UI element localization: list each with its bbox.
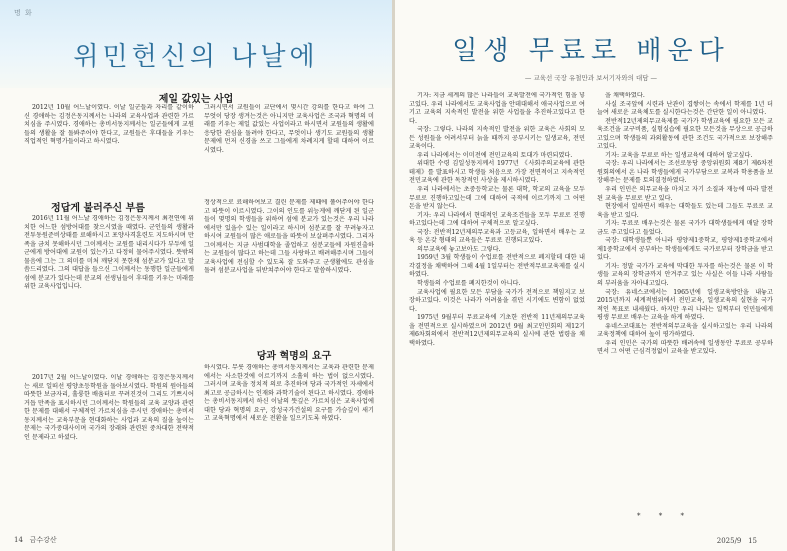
paragraph: 2016년 11월 어느날 경애하는 김정은동지께서 최전연에 위치한 어느한 섬방어대를 찾으시였을 때였다. 군인들의 생활과 전투동원준비상태를 료해하시고 포양사격훈련도 지도하시며 만족을 금치 못해하시던 그이께서는 교원를 내리시다가 부두에 일군에게 방어대에 교원이 있는가고 다정히 물어주시였다. 뜻밖의 물음에 그는 그 의미를 미처 깨닫지 못한채 섬분교가 있다고 말씀드리였다. 그의 대답을 들으신 그이께서는 동행한 일군들에게 섬에 분교가 있다는데 분교의 선생님들이 후대를 키우는 미래를 위한 교육사업입니다. [24,215,194,291]
paragraph: 1959년 3월 학생들이 수업료를 전반적으로 폐지할데 대한 내각결정을 채택하여 그해 4월 1일부터는 전반적무료교육제를 실시하였다. [409,254,585,279]
folio-right [717,537,757,545]
paragraph: 기자: 우리 나라에서 현대적인 교육조건들을 모두 무료로 진행하고있다는데 그에 대하여 구체적으로 알고싶다. [409,211,585,228]
interview-subtitle: — 교육선 국장 유철만과 보서기자와의 대담 — [524,74,658,82]
paragraph: 전반적12년제의무교육제를 국가가 학생교육에 필요한 모든 교육조건을 교구비품, 실험실습에 필요한 모든것을 무상으로 공급하고있으며 학생들의 과외활동에 관한 조건도 국가적으로 보장해주고있다. [597,117,773,151]
end-stars: * * * [637,512,692,520]
paragraph: 2012년 10월 어느날이였다. 이날 일군들과 자리를 같이하신 경애하는 김정은동지께서는 나라의 교육사업과 관련한 가르치심을 주시였다. 경애하는 총비서동지께서는 일군들에게 교원들의 생활을 잘 돌봐주어야 한다고, 교원들은 후대들을 키우는 직업적인 혁명가들이라고 하시였다. [24,104,194,146]
paragraph: 2017년 2월 어느날이였다. 이날 경애하는 김정은동지께서는 새로 일떠선 평양초등학원을 돌아보시였다. 학원의 원아들의 따뜻한 보금자리, 훌륭한 배움터로 꾸려진것이 그리도 기쁘시어 거듭 만족을 표시하시던 그이께서는 학원들의 교육 교양과 관련한 문제를 대해서 구체적인 가르치심을 주시던 경애하는 총비서동지께서는 교육부문을 현대화하는 사업과 교육의 질을 높이는 문제는 국가중대사이며 국가의 장래와 관련된 중차대한 전략적인 문제라고 하셨다. [24,374,194,441]
paragraph: 국장: 우리 나라에서는 조선로동당 중앙위원회 제8기 제6차전원회의에서 온 나라 학생들에게 국가부담으로 교복과 학용품을 보장해주는 문제를 토의결정하였다. [597,160,773,185]
title-banner [0,0,392,88]
paragraph: 학생들의 수업료를 폐지한것이 아니다. [417,280,521,288]
paragraph: 국장: 유네스코에서는 1965년에 일생교육방안을 내놓고 2015년까지 세계적범위에서 전민교육, 일생교육의 실현을 국가적인 목표로 내세웠다. 하지만 우리 나라는 일찍부터 인민들에게 평생 무료로 배우는 교육을 하게 하였다. [597,288,773,322]
paragraph: 우리 인민은 국가의 따뜻한 배려속에 일생동안 무료로 공부하면서 그 어떤 근심걱정없이 교육을 받고있다. [597,339,773,356]
right-col2 [597,92,773,508]
right-col1 [409,92,585,530]
paragraph: 기자: 지금 세계의 많은 나라들이 교육발전에 국가적인 힘을 넣고있다. 우리 나라에서도 교육사업을 안데대해서 애국사업으로 여기고 교육의 지속적인 발전을 위한 사업들을 추진하고있다고 한다. [409,92,585,125]
page-number: 15 [748,537,757,545]
paragraph: 하시였다. 무릇 경애하는 총비서동지께서는 교육과 관련한 문제에서는 사소한것에 이르기까지 소홀히 하는 법이 없으시였다. 그러시며 교육을 정치적 의로 추진하며 당과 국가적인 자세에서 최고로 공급하시는 인재와 과학기술이 된다고 하시였다. 경애하는 총비서동지께서 하신 이날의 뜻깊은 가르치심은 교육사업에 대한 당과 혁명의 요구, 강성국가건설의 요구를 가슴깊이 새기고 교육혁명에서 새로운 전환을 일으키도록 하였다. [204,364,374,423]
paragraph: 우리 인민은 의무교육을 마치고 자기 소질과 재능에 따라 발전된 교육을 무료로 받고 있다. [597,186,773,202]
left-col2-b [204,199,374,339]
article-title: 위민헌신의 나날에 [73,42,319,72]
paragraph: 국장: 그렇다. 나라의 지속적인 발전을 위한 교육은 사회의 모든 성원들을 어려서부터 늙을 때까지 공부시키는 일생교육, 전민교육이다. [409,126,585,151]
paragraph: 을 채택하였다. [605,92,645,99]
paragraph: 교육사업에 필요한 모든 부담을 국가가 전적으로 책임지고 보장하고있다. 이것은 나라가 어려움을 겪던 시기에도 변함이 없었다. [409,288,585,313]
left-col1-c [24,374,194,524]
left-col1-a [24,104,194,190]
left-col1-b [24,215,194,365]
paragraph: 기자: 무료로 배우는것은 물론 국가가 대학생들에게 매달 장학금도 주고있다고 들었다. [597,220,773,236]
left-page [0,0,392,551]
paragraph: 우리 나라에서는 이미전에 전민교육의 토대가 마련되였다. [417,151,573,159]
paragraph: 그러시면서 교원들이 교단에서 몇시간 강의를 한다고 하여 그 무엇이 당장 생겨는것은 아니지만 교육사업은 조국과 혁명의 미래를 키우는 제일 값있는 사업이라고 하시면서 교원들의 생활에 응당한 관심을 돌려야 한다고, 무엇이나 생기도 교원들의 생활문제에 먼저 신경을 쓰고 그들에게 차례지게 할데 대하여 이르시였다. [204,104,374,154]
paragraph: 국장: 전반적12년제의무교육과 고등교육, 일하면서 배우는 교육 등 온갖 형태의 교육들은 무료로 진행되고있다. [409,228,585,245]
right-page [395,0,787,551]
left-col2-a [204,104,374,190]
paragraph: 기자: 정말 국가가 교육에 막대한 투자를 하는것은 물론 이 학생들 교육의 장학금까지 안겨주고 있는 사실은 이들 나라 사람들의 부러움을 자아내고있다. [597,262,773,288]
paragraph: 1975년 9월부터 무료교육에 기초한 전반적 11년제의무교육을 전면적으로 실시하였으며 2012년 9월 최고인민회의 제12기 제6차회의에서 전반적12년제의무교육의 실시에 관한 법령을 채택하였다. [409,314,585,347]
paragraph: 현장에서 일하면서 배우는 대학들도 있는데 그들도 무료로 교육을 받고 있다. [597,203,773,219]
paragraph: 의무교육에 놓고보아도 그렇다. [417,245,501,253]
paragraph: 사실 조국앞에 시련과 난관이 겹쌓이는 속에서 학제를 1년 더 늘여 새로운 교육체도를 실시한다는것은 간단한 일이 아니였다. [597,100,773,117]
left-col2-c [204,364,374,524]
page-number: 14 [14,536,23,544]
heading-2: 정답게 불러주신 부름 [51,203,145,214]
paragraph: 유네스코대표는 전반적의무교육을 실시하고있는 우리 나라의 교육정책에 대하여 높이 평가하였다. [597,322,773,339]
paragraph: 우리 나라에서는 초중등학교는 물론 대학, 학교의 교육을 모두 무료로 진행하고있는데 그에 대하여 국적에 이르기까지 그 어떤 돈을 받지 않는다. [409,186,585,211]
heading-1: 제일 값있는 사업 [158,94,234,105]
section-tag: 명 화 [14,9,33,17]
interview-title: 일생 무료로 배운다 [452,36,730,66]
folio-left [14,535,57,545]
heading-3: 당과 혁명의 요구 [256,351,332,362]
magazine-name: 금수강산 [29,536,57,544]
paragraph: 기자: 교육을 무료로 하는 일생교육에 대하여 알고싶다. [605,151,753,159]
issue-date: 2025/9 [716,537,742,545]
paragraph: 국장: 대학생들뿐 아니라 평양제1중학교, 평양제1중학교에서 제1중학교에서 공부하는 학생들에게도 국가로부터 장학금을 받고있다. [597,237,773,262]
paragraph: 정상적으로 료해하여보고 결린 문제를 제때에 풀어주어야 한다고 따뜻이 이르시였다. 그이의 인도를 위능게에 깨닫게 된 일군들이 몇명의 학생들을 위하여 섬에 분교가 있는것은 우리 나라에서만 있을수 있는 일이라고 하시며 섬분교를 잘 꾸려놓자고 하시여 교원들이 많은 애로들을 따뜻이 보살펴주시였다. 그리자 그이께서는 지금 사범대학을 졸업하고 섬분교들에 자원진출하는 교원들이 많다고 하는데 그들 사랑하고 배려해주시며 그들이 교육사업에 전심할 수 있도록 잘 도와주고 군생활에도 관심을 돌려 섬분교사업을 뒤받쳐주어야 한다고 말씀하시였다. [204,199,374,275]
paragraph: 위대한 수령 김일성동지께서 1977년 《사회주의교육에 관한 테제》를 발표하시고 학생들 처음으로 가장 전면적이고 지속적인 전민교육에 관한 독창적인 사상을 제시하시였다. [409,160,585,185]
